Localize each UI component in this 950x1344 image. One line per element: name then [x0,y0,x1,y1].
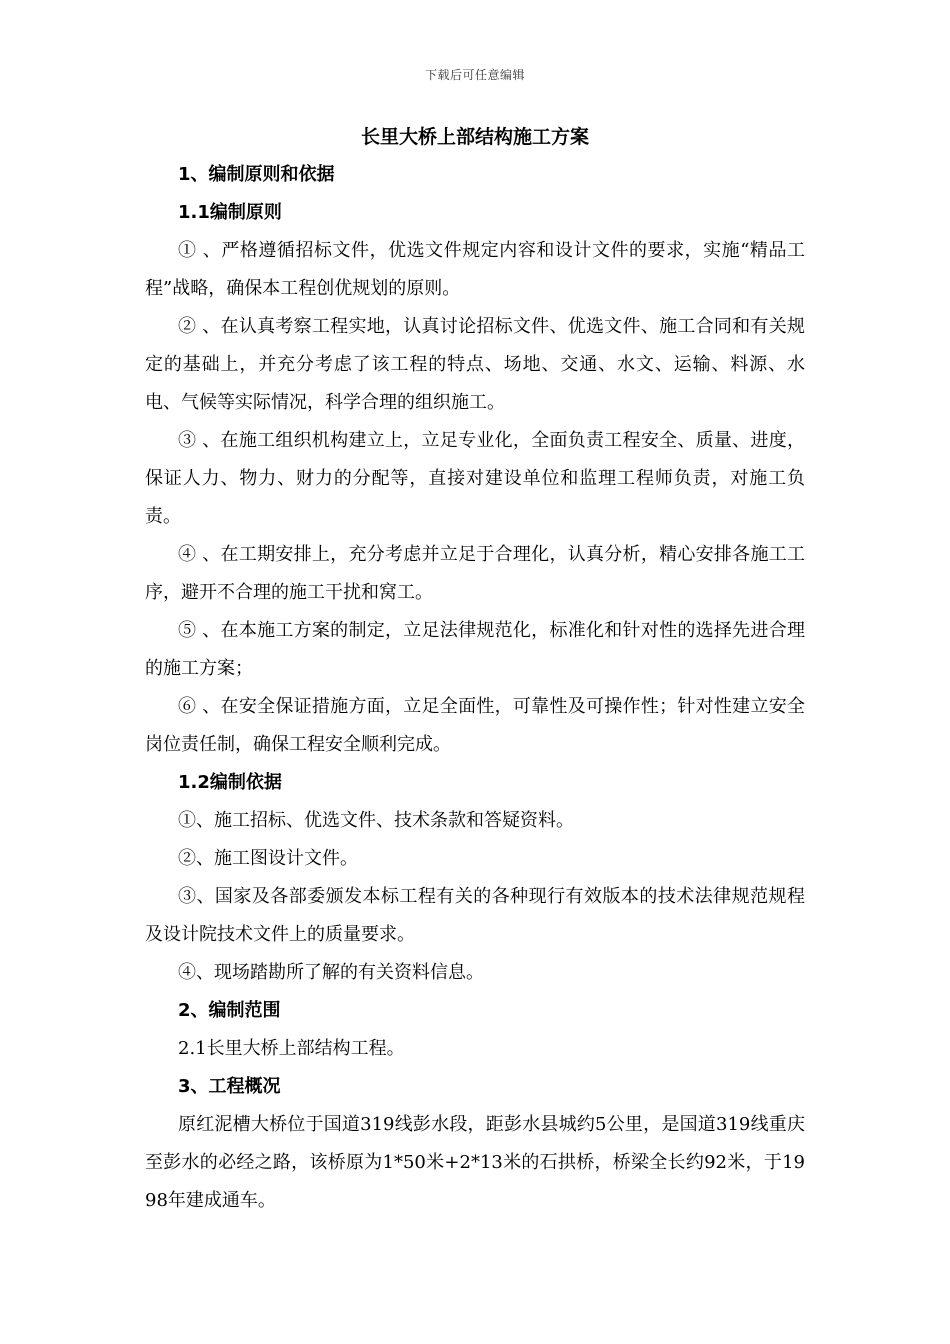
principle-item-1: ① 、严格遵循招标文件，优选文件规定内容和设计文件的要求，实施“精品工程”战略，确保本工程创优规划的原则。 [145,240,805,299]
section-1-heading: 1、编制原则和依据 [178,164,335,185]
basis-item-1: ①、施工招标、优选文件、技术条款和答疑资料。 [178,810,574,831]
principle-item-2: ② 、在认真考察工程实地，认真讨论招标文件、优选文件、施工合同和有关规定的基础上，并充分考虑了该工程的特点、场地、交通、水文、运输、料源、水电、气候等实际情况，科学合理的组织施工。 [145,316,805,413]
section-2-heading: 2、编制范围 [178,1000,281,1021]
overview-paragraph: 原红泥槽大桥位于国道319线彭水段，距彭水县城约5公里，是国道319线重庆至彭水的必经之路，该桥原为1*50米+2*13米的石拱桥，桥梁全长约92米，于1998年建成通车。 [145,1114,805,1211]
scope-item-1: 2.1长里大桥上部结构工程。 [178,1038,405,1059]
document-body [145,156,805,1220]
document-title: 长里大桥上部结构施工方案 [360,126,589,148]
principle-item-5: ⑤ 、在本施工方案的制定，立足法律规范化，标准化和针对性的选择先进合理的施工方案； [145,620,805,679]
basis-item-4: ④、现场踏勘所了解的有关资料信息。 [178,962,484,983]
section-1-1-heading: 1.1编制原则 [178,202,282,223]
section-1-2-heading: 1.2编制依据 [178,772,282,793]
page-header-note: 下载后可任意编辑 [424,68,525,82]
basis-item-3: ③、国家及各部委颁发本标工程有关的各种现行有效版本的技术法律规范规程及设计院技术文件上的质量要求。 [145,886,805,945]
section-3-heading: 3、工程概况 [178,1076,281,1097]
principle-item-6: ⑥ 、在安全保证措施方面，立足全面性，可靠性及可操作性；针对性建立安全岗位责任制，确保工程安全顺利完成。 [145,696,805,755]
principle-item-4: ④ 、在工期安排上，充分考虑并立足于合理化，认真分析，精心安排各施工工序，避开不合理的施工干扰和窝工。 [145,544,805,603]
principle-item-3: ③ 、在施工组织机构建立上，立足专业化，全面负责工程安全、质量、进度，保证人力、物力、财力的分配等，直接对建设单位和监理工程师负责，对施工负责。 [145,430,805,527]
basis-item-2: ②、施工图设计文件。 [178,848,358,869]
